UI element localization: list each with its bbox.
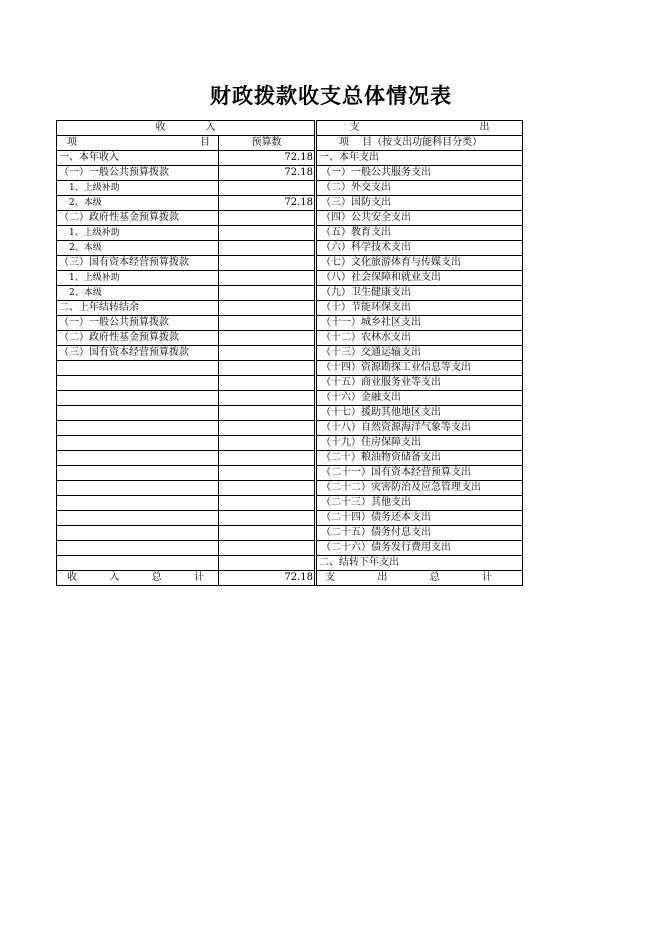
income-item-cell (57, 436, 219, 451)
income-total-label: 收 入 总 计 (57, 571, 219, 586)
income-budget-cell (219, 526, 315, 541)
income-item-cell: （二）政府性基金预算拨款 (57, 211, 219, 226)
expense-item-cell: （十四）资源勘探工业信息等支出 (317, 361, 523, 376)
table-row (57, 241, 523, 256)
table-row (57, 256, 523, 271)
income-budget-cell (219, 226, 315, 241)
table-row (57, 226, 523, 241)
expense-item-cell: （二十）粮油物资储备支出 (317, 451, 523, 466)
expense-item-cell: （七）文化旅游体育与传媒支出 (317, 256, 523, 271)
income-item-cell: 1、上级补助 (57, 181, 219, 196)
expense-item-cell: （十八）自然资源海洋气象等支出 (317, 421, 523, 436)
table-row (57, 421, 523, 436)
income-item-cell (57, 511, 219, 526)
income-budget-cell (219, 391, 315, 406)
income-budget-cell (219, 451, 315, 466)
income-budget-cell: 72.18 (219, 151, 315, 166)
income-budget-cell: 72.18 (219, 166, 315, 181)
table-row (57, 271, 523, 286)
table-row (57, 196, 523, 211)
income-item-cell (57, 361, 219, 376)
table-row (57, 556, 523, 571)
income-item-cell (57, 466, 219, 481)
income-item-cell (57, 556, 219, 571)
table-row (57, 211, 523, 226)
expense-item-cell: （八）社会保障和就业支出 (317, 271, 523, 286)
expense-item-cell: （二）外交支出 (317, 181, 523, 196)
income-budget-cell (219, 286, 315, 301)
income-item-cell (57, 376, 219, 391)
income-budget-cell: 72.18 (219, 196, 315, 211)
income-budget-cell (219, 466, 315, 481)
total-row (57, 571, 523, 586)
table-row (57, 466, 523, 481)
expense-item-cell: 一、本年支出 (317, 151, 523, 166)
income-budget-cell (219, 421, 315, 436)
income-budget-cell (219, 436, 315, 451)
expense-item-cell: （十一）城乡社区支出 (317, 316, 523, 331)
income-item-cell: （二）政府性基金预算拨款 (57, 331, 219, 346)
table-row (57, 511, 523, 526)
table-row (57, 286, 523, 301)
income-budget-cell (219, 346, 315, 361)
expense-item-cell: （二十三）其他支出 (317, 496, 523, 511)
income-item-cell: 2、本级 (57, 241, 219, 256)
income-budget-cell (219, 481, 315, 496)
income-budget-cell (219, 361, 315, 376)
income-item-cell (57, 421, 219, 436)
header-row-sections (57, 121, 523, 136)
table-row (57, 331, 523, 346)
table-row (57, 301, 523, 316)
table-row (57, 406, 523, 421)
expense-item-cell: （十）节能环保支出 (317, 301, 523, 316)
expense-item-cell: （三）国防支出 (317, 196, 523, 211)
income-budget-cell (219, 316, 315, 331)
income-budget-cell (219, 211, 315, 226)
budget-table (56, 120, 523, 586)
table-row (57, 496, 523, 511)
income-budget-cell (219, 511, 315, 526)
income-budget-cell (219, 181, 315, 196)
income-item-cell: （三）国有资本经营预算拨款 (57, 256, 219, 271)
income-item-cell (57, 526, 219, 541)
table-row (57, 391, 523, 406)
expense-item-cell: （十七）援助其他地区支出 (317, 406, 523, 421)
income-item-cell: （三）国有资本经营预算拨款 (57, 346, 219, 361)
table-row (57, 181, 523, 196)
income-budget-cell (219, 541, 315, 556)
income-item-cell: 2、本级 (57, 286, 219, 301)
expense-item-cell: （十五）商业服务业等支出 (317, 376, 523, 391)
table-row (57, 526, 523, 541)
income-item-cell: 1、上级补助 (57, 271, 219, 286)
income-item-cell (57, 406, 219, 421)
income-item-cell: 2、本级 (57, 196, 219, 211)
table-row (57, 436, 523, 451)
expense-item-cell: （二十四）债务还本支出 (317, 511, 523, 526)
expense-item-cell: 二、结转下年支出 (317, 556, 523, 571)
expense-item-cell: （十二）农林水支出 (317, 331, 523, 346)
income-section-header: 收 入 (57, 121, 315, 136)
expense-section-header: 支 出 (317, 121, 523, 136)
expense-item-cell: （十三）交通运输支出 (317, 346, 523, 361)
page-title: 财政拨款收支总体情况表 (210, 83, 452, 108)
budget-table-container (56, 120, 522, 586)
income-item-cell: （一）一般公共预算拨款 (57, 316, 219, 331)
table-row (57, 376, 523, 391)
table-row (57, 481, 523, 496)
income-item-cell: 二、上年结转结余 (57, 301, 219, 316)
income-budget-cell (219, 271, 315, 286)
expense-item-cell: （六）科学技术支出 (317, 241, 523, 256)
expense-item-cell: （二十五）债务付息支出 (317, 526, 523, 541)
income-budget-cell (219, 301, 315, 316)
table-row (57, 166, 523, 181)
table-row (57, 361, 523, 376)
income-item-cell (57, 481, 219, 496)
table-row (57, 541, 523, 556)
expense-item-cell: （九）卫生健康支出 (317, 286, 523, 301)
expense-item-column-header: 项 目（按支出功能科目分类） (317, 136, 523, 151)
expense-item-cell: （十九）住房保障支出 (317, 436, 523, 451)
income-budget-cell (219, 556, 315, 571)
income-total-value: 72.18 (219, 571, 315, 586)
income-item-cell: 1、上级补助 (57, 226, 219, 241)
expense-item-cell: （二十六）债务发行费用支出 (317, 541, 523, 556)
expense-item-cell: （一）一般公共服务支出 (317, 166, 523, 181)
income-item-cell (57, 451, 219, 466)
income-item-cell: 一、本年收入 (57, 151, 219, 166)
income-budget-cell (219, 331, 315, 346)
expense-item-cell: （十六）金融支出 (317, 391, 523, 406)
income-item-cell: （一）一般公共预算拨款 (57, 166, 219, 181)
income-item-cell (57, 496, 219, 511)
item-column-header: 项 目 (57, 136, 219, 151)
table-row (57, 316, 523, 331)
expense-item-cell: （四）公共安全支出 (317, 211, 523, 226)
expense-item-cell: （二十一）国有资本经营预算支出 (317, 466, 523, 481)
income-budget-cell (219, 406, 315, 421)
expense-item-cell: （五）教育支出 (317, 226, 523, 241)
header-row-columns (57, 136, 523, 151)
income-budget-cell (219, 241, 315, 256)
income-budget-cell (219, 256, 315, 271)
income-budget-cell (219, 496, 315, 511)
table-row (57, 346, 523, 361)
table-row (57, 451, 523, 466)
expense-total-label: 支 出 总 计 (317, 571, 523, 586)
income-budget-cell (219, 376, 315, 391)
income-item-cell (57, 391, 219, 406)
budget-column-header: 预算数 (219, 136, 315, 151)
expense-item-cell: （二十二）灾害防治及应急管理支出 (317, 481, 523, 496)
table-row (57, 151, 523, 166)
income-item-cell (57, 541, 219, 556)
